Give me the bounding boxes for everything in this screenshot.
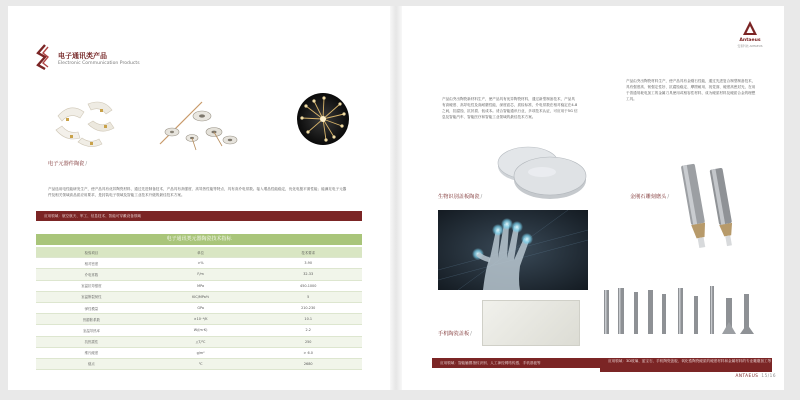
- table-cell: 室温抗弯强度: [36, 280, 147, 291]
- table-row: [36, 258, 362, 269]
- footer-brand-name: ANTAEUS: [735, 373, 759, 378]
- table-cell: 热膨胀系数: [36, 314, 147, 325]
- table-row: [36, 314, 362, 325]
- right-application-band-right: 应用领域：3D玻璃、蓝宝石、手机陶瓷盖板、氧化锆陶瓷硬质的硬度材料和金属材料的专业雕磨加工等: [600, 358, 772, 372]
- grinding-tools-row-photo: [600, 282, 760, 344]
- header-cell: 技术要求: [254, 247, 362, 258]
- section-title: 电子通讯类产品: [58, 52, 107, 60]
- phone-ceramic-plate-photo: [482, 300, 580, 346]
- ceramic-discs-photo: [150, 94, 240, 154]
- table-row: [36, 336, 362, 347]
- brand-subtitle: 安泰科技 ANTAEUS: [737, 44, 763, 48]
- section-logo-icon: [36, 44, 54, 70]
- right-intro-left: 产品由突出陶瓷新材料生产，使产品具有优异陶瓷材料，通过新型制备技术，产品具有高硬度、高导电性及高耐磨性能，深度滤芯，质检标准，介电常数在相对稳定在4-8之间，抗腐蚀、抗折损、低成本。适合智能通讯行业，多项技术认证，可应用于5G 信息及智能汽车、智能医疗和智能工业领域的最佳技术方案。: [442, 97, 578, 119]
- table-cell: MPa: [147, 280, 255, 291]
- section-subtitle: Electronic Communication Products: [58, 61, 140, 66]
- table-cell: 2.2: [254, 325, 362, 336]
- header-cell: 单位: [147, 247, 255, 258]
- ceramic-arcs-photo: [48, 94, 120, 154]
- table-cell: g/m²: [147, 347, 255, 358]
- table-cell: 210-230: [254, 302, 362, 313]
- left-application-band: 应用领域：航空航天、军工、信息技术、智能可穿戴设备领域: [36, 211, 362, 221]
- table-cell: > 6.0: [254, 347, 362, 358]
- table-cell: 3.90: [254, 258, 362, 269]
- table-cell: >%: [147, 258, 255, 269]
- table-cell: 10.1: [254, 314, 362, 325]
- table-cell: 5: [254, 291, 362, 302]
- table-cell: ℃: [147, 358, 255, 369]
- electronic-components-caption: 电子元器件陶瓷/: [48, 161, 88, 167]
- spec-table-header-row: [36, 247, 362, 258]
- table-row: [36, 347, 362, 358]
- table-row: [36, 358, 362, 369]
- caption-text: 金刚石雕刻磨头: [630, 194, 667, 200]
- table-cell: 抗热震性: [36, 336, 147, 347]
- table-cell: 450-1000: [254, 280, 362, 291]
- phone-plate-caption: 手机陶瓷盖板/: [438, 331, 472, 337]
- right-intro-right: 产品由突出陶瓷材料生产，使产品具有金刚石性能，通过先进复合制型制备技术，具有强度高、韧强定性好、抗腐蚀稳定、摩擦耐用、视觉面、硬度高密封光，在用于普通易耗电加工的金属刀具使用或相容性材料，成为硬质材料及硬质合金的理想工具。: [626, 79, 756, 101]
- table-cell: △T/℃: [147, 336, 255, 347]
- antaeus-logo-icon: [742, 20, 758, 36]
- brand-logo: [732, 20, 768, 50]
- table-cell: W/(m·K): [147, 325, 255, 336]
- table-row: [36, 280, 362, 291]
- right-application-band-left: 应用领域：智能触摸指纹识别、人工神经网络传感、手机基板等: [432, 358, 602, 368]
- diamond-tool-caption: 金刚石雕刻磨头/: [630, 194, 670, 200]
- table-cell: 弹性模量: [36, 302, 147, 313]
- caption-text: 手机陶瓷盖板: [438, 331, 470, 337]
- table-row: [36, 269, 362, 280]
- page-gutter: [390, 6, 402, 390]
- spec-table-title: 电子通讯类元器陶瓷技术指标: [36, 234, 362, 245]
- left-page: [8, 6, 390, 390]
- brand-name: Antaeus: [739, 38, 761, 43]
- biometric-sensor-disc-photo: [488, 136, 588, 202]
- glowing-hand-photo: [438, 210, 588, 290]
- diamond-tool-heads-photo: [666, 156, 746, 256]
- page-numbers: 15/16: [761, 373, 776, 378]
- caption-text: 电子元器件陶瓷: [48, 161, 85, 167]
- spec-table: [36, 247, 362, 370]
- table-cell: 2680: [254, 358, 362, 369]
- table-cell: 相对密度: [36, 258, 147, 269]
- ceramic-pins-cluster-photo: [296, 92, 350, 146]
- header-cell: 检验项目: [36, 247, 147, 258]
- page-footer: [735, 373, 776, 378]
- table-row: [36, 291, 362, 302]
- biometric-caption: 生物识别盖板陶瓷/: [438, 194, 483, 200]
- table-row: [36, 325, 362, 336]
- table-cell: 维氏硬度: [36, 347, 147, 358]
- table-cell: 250: [254, 336, 362, 347]
- table-cell: F/m: [147, 269, 255, 280]
- section-header: [36, 44, 176, 72]
- table-cell: KIC/MPa½: [147, 291, 255, 302]
- left-intro-paragraph: 产品选用电性能研发生产，使产品具有优异陶瓷材料，通过先进制备技术，产品具有高强度、高导热性能等特点，具有高介电常数。接入增品性能稳定，优化电极平面性能；能满足电子元器件及相关领域高品质应用要求，是封装电子领域及智能工业技术升级的最佳技术方案。: [48, 187, 347, 197]
- table-cell: 32-33: [254, 269, 362, 280]
- caption-text: 生物识别盖板陶瓷: [438, 194, 480, 200]
- table-cell: 室温断裂韧性: [36, 291, 147, 302]
- table-row: [36, 302, 362, 313]
- table-cell: ×10⁻⁶/K: [147, 314, 255, 325]
- right-page: [402, 6, 784, 390]
- table-cell: 介电常数: [36, 269, 147, 280]
- table-cell: GPa: [147, 302, 255, 313]
- table-cell: 室温导热率: [36, 325, 147, 336]
- table-cell: 熔点: [36, 358, 147, 369]
